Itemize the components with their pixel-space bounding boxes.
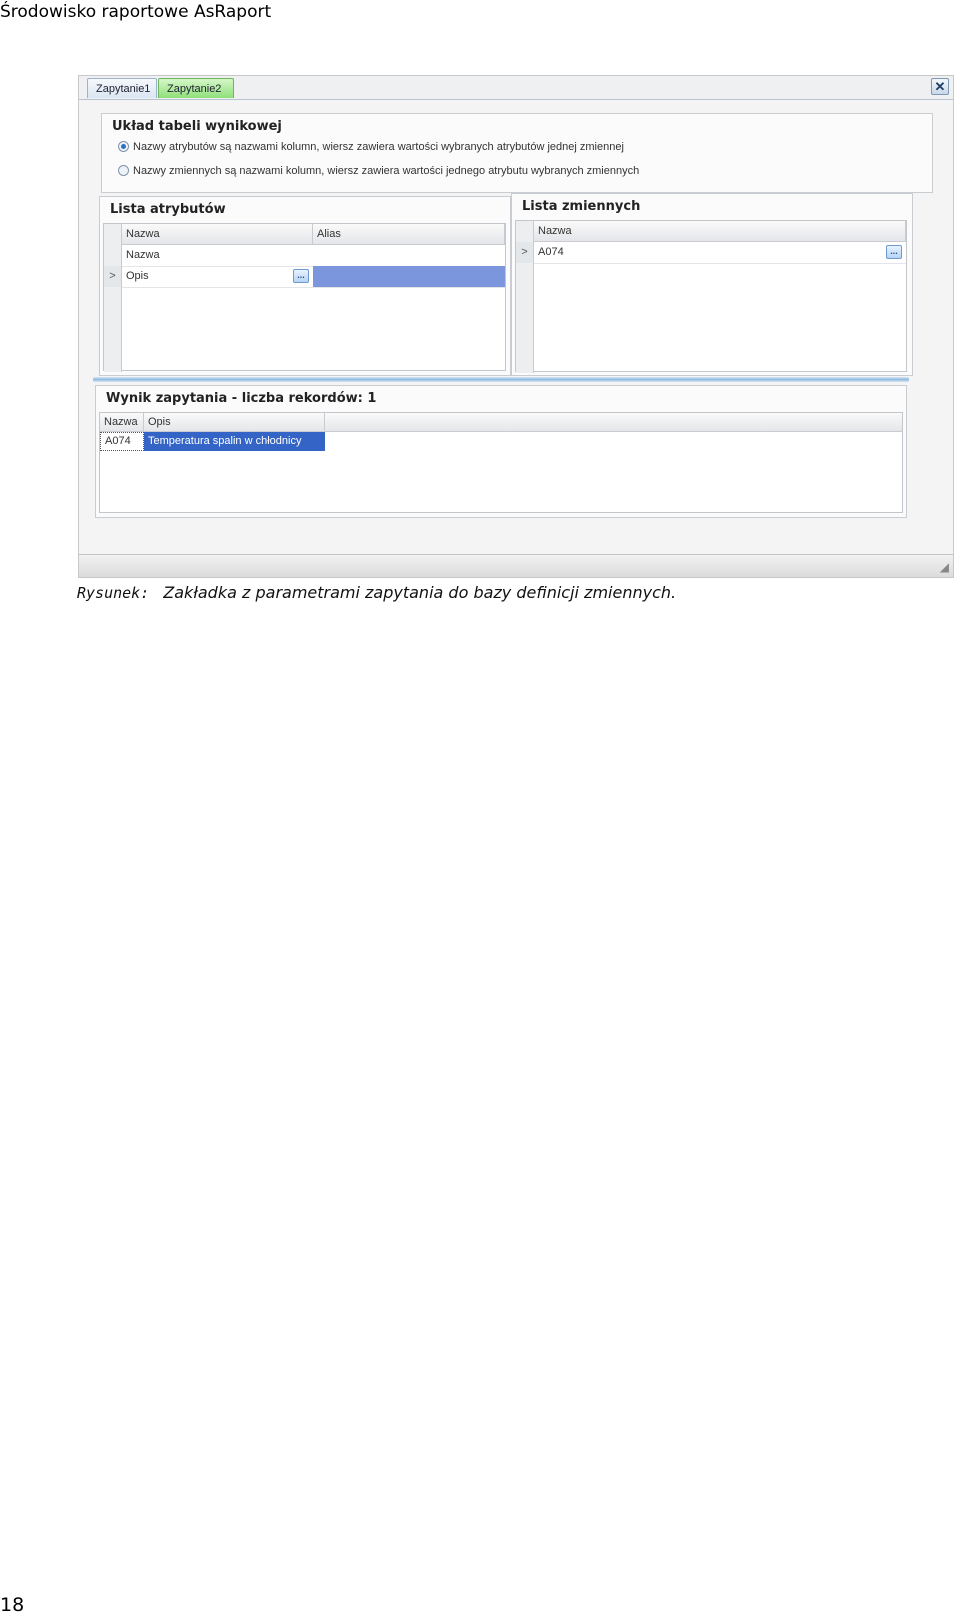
column-header-alias[interactable]: Alias — [313, 224, 505, 245]
attribute-cell-nazwa[interactable]: Opis — [126, 270, 149, 282]
attribute-cell-nazwa[interactable]: Nazwa — [126, 249, 160, 261]
variable-cell-nazwa[interactable]: A074 — [538, 246, 564, 258]
attribute-list-title: Lista atrybutów — [110, 202, 226, 217]
page-header: Środowisko raportowe AsRaport — [0, 2, 272, 22]
attribute-list-group — [99, 196, 511, 376]
layout-option-attributes[interactable] — [118, 138, 624, 156]
result-cell-nazwa[interactable]: A074 — [100, 432, 144, 451]
variable-list-title: Lista zmiennych — [522, 199, 641, 214]
attribute-cell-alias[interactable] — [313, 245, 505, 266]
radio-unselected-icon[interactable] — [118, 165, 129, 176]
query-window — [78, 75, 954, 578]
result-cell-opis-selected[interactable]: Temperatura spalin w chłodnicy atm. — [144, 432, 325, 451]
current-row-marker-icon: > — [104, 266, 122, 287]
caption-label: Rysunek: — [77, 584, 150, 602]
tab-strip — [79, 76, 953, 100]
resize-grip-icon[interactable]: ◢ — [939, 560, 949, 574]
column-header-nazwa[interactable]: Nazwa — [122, 224, 313, 245]
result-layout-title: Układ tabeli wynikowej — [112, 119, 282, 134]
ellipsis-button[interactable]: ... — [886, 245, 902, 259]
layout-option-label: Nazwy atrybutów są nazwami kolumn, wiersz zawiera wartości wybranych atrybutów jednej zmiennej — [133, 141, 624, 153]
result-grid — [99, 412, 903, 513]
close-icon[interactable]: ✕ — [931, 78, 949, 95]
column-header-filler — [325, 413, 902, 432]
variable-list-group — [511, 193, 913, 376]
query-result-group — [95, 385, 907, 518]
query-result-title: Wynik zapytania - liczba rekordów: 1 — [106, 391, 377, 406]
column-header-nazwa[interactable]: Nazwa — [534, 221, 906, 242]
variable-grid — [515, 220, 907, 372]
status-bar — [79, 554, 953, 577]
layout-option-variables[interactable] — [118, 162, 639, 180]
column-header-opis[interactable]: Opis — [144, 413, 325, 432]
figure-caption — [77, 583, 676, 602]
tab-zapytanie2[interactable]: Zapytanie2 — [158, 78, 234, 98]
page-number: 18 — [0, 1594, 25, 1616]
attribute-cell-alias-selected[interactable] — [313, 266, 505, 287]
splitter-handle[interactable] — [93, 377, 909, 382]
row-divider — [122, 287, 505, 288]
tab-zapytanie1[interactable]: Zapytanie1 — [87, 78, 157, 98]
radio-selected-icon[interactable] — [118, 141, 129, 152]
result-layout-group — [101, 113, 933, 193]
ellipsis-button[interactable]: ... — [293, 269, 309, 283]
layout-option-label: Nazwy zmiennych są nazwami kolumn, wiersz zawiera wartości jednego atrybutu wybranych zmiennych — [133, 165, 640, 177]
row-divider — [534, 263, 906, 264]
attribute-grid — [103, 223, 506, 371]
column-header-nazwa[interactable]: Nazwa — [100, 413, 144, 432]
row-header-column — [104, 224, 122, 372]
caption-text: Zakładka z parametrami zapytania do bazy definicji zmiennych. — [163, 583, 677, 602]
current-row-marker-icon: > — [516, 242, 534, 263]
